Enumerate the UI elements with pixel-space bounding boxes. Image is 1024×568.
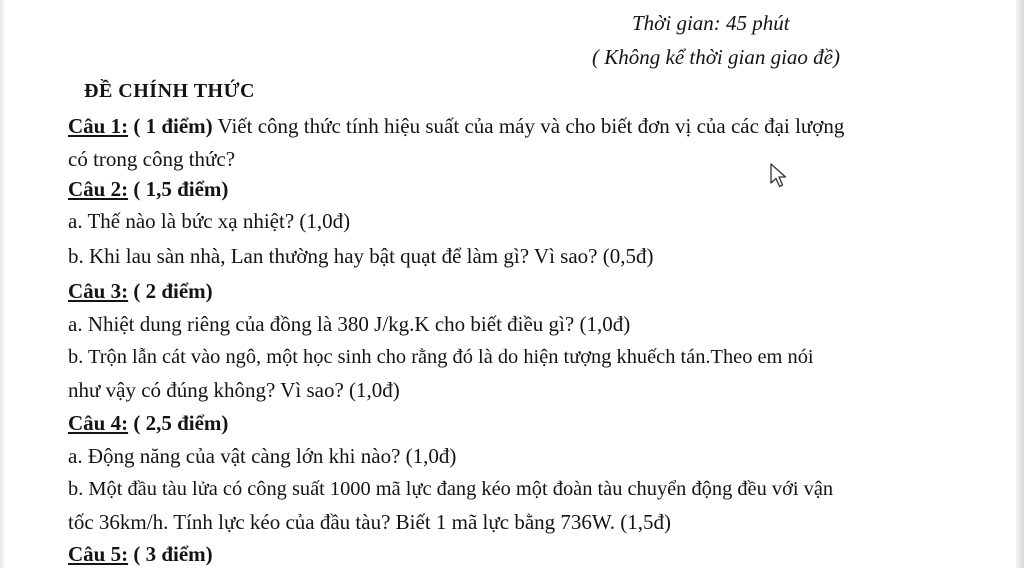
exam-time-note: ( Không kể thời gian giao đề)	[592, 45, 841, 69]
mouse-pointer-icon	[770, 163, 788, 189]
question-1-header	[68, 113, 844, 139]
question-1-points: ( 1 điểm)	[133, 114, 213, 138]
question-2b: b. Khi lau sàn nhà, Lan thường hay bật quạt để làm gì? Vì sao? (0,5đ)	[68, 244, 654, 268]
question-5-points: ( 3 điểm)	[133, 542, 213, 566]
question-2-points: ( 1,5 điểm)	[133, 177, 229, 201]
question-4-points: ( 2,5 điểm)	[133, 411, 229, 435]
question-1-text-cont: có trong công thức?	[68, 147, 236, 171]
question-3b: b. Trộn lẫn cát vào ngô, một học sinh cho rằng đó là do hiện tượng khuếch tán.Theo em nói	[68, 346, 814, 368]
question-2-header	[68, 176, 228, 202]
official-exam-title: ĐỀ CHÍNH THỨC	[84, 80, 255, 102]
question-3-points: ( 2 điểm)	[133, 279, 213, 303]
question-3b-cont: như vậy có đúng không? Vì sao? (1,0đ)	[68, 378, 400, 402]
question-4-header	[68, 410, 228, 436]
question-3a: a. Nhiệt dung riêng của đồng là 380 J/kg.K cho biết điều gì? (1,0đ)	[68, 312, 631, 336]
exam-time: Thời gian: 45 phút	[632, 11, 790, 35]
question-1-text: Viết công thức tính hiệu suất của máy và cho biết đơn vị của các đại lượng	[217, 114, 845, 138]
question-1-label: Câu 1:	[68, 114, 129, 138]
question-3-header	[68, 278, 213, 304]
question-4b: b. Một đầu tàu lửa có công suất 1000 mã lực đang kéo một đoàn tàu chuyển động đều với vận	[68, 478, 834, 500]
question-3-label: Câu 3:	[68, 279, 129, 303]
question-5-header	[68, 541, 213, 567]
question-2a: a. Thế nào là bức xạ nhiệt? (1,0đ)	[68, 209, 351, 233]
question-2-label: Câu 2:	[68, 177, 129, 201]
question-4-label: Câu 4:	[68, 411, 129, 435]
question-4b-cont: tốc 36km/h. Tính lực kéo của đầu tàu? Biết 1 mã lực bằng 736W. (1,5đ)	[68, 510, 672, 534]
page-right-edge	[1016, 0, 1024, 568]
page-left-edge	[0, 0, 6, 568]
question-5-label: Câu 5:	[68, 542, 129, 566]
question-4a: a. Động năng của vật càng lớn khi nào? (1,0đ)	[68, 444, 457, 468]
